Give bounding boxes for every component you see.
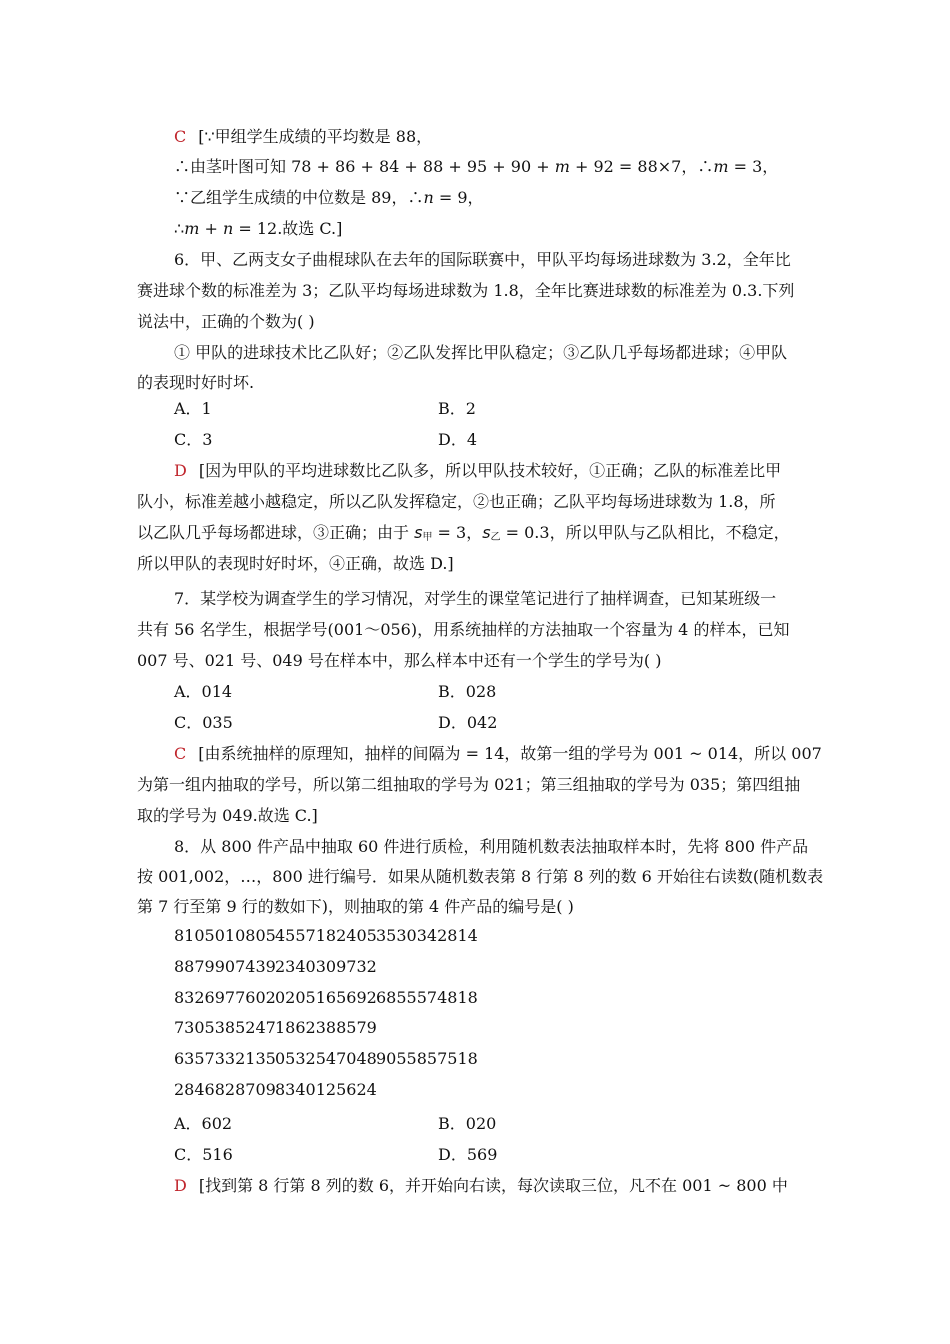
q6-option-d: D．4 <box>438 430 478 449</box>
table-cell: 2846828709 <box>174 1080 276 1099</box>
q5-answer-letter: C <box>174 127 187 146</box>
q8-option-b: B．020 <box>438 1114 497 1133</box>
table-cell: 7305385247 <box>174 1018 276 1037</box>
table-cell: 3530342814 <box>376 926 478 945</box>
table-cell: 1862388579 <box>275 1018 377 1037</box>
q7-stem-line-1: 7．某学校为调查学生的学习情况，对学生的课堂笔记进行了抽样调查，已知某班级一 <box>174 589 777 608</box>
table-cell: 0532547048 <box>275 1049 377 1068</box>
q8-answer-letter: D <box>174 1176 187 1195</box>
q6-stem-line-4: ① 甲队的进球技术比乙队好；②乙队发挥比甲队稳定；③乙队几乎每场都进球；④甲队 <box>174 343 788 362</box>
q7-solution-line-3: 取的学号为 049.故选 C.] <box>137 806 318 825</box>
q6-stem-line-5: 的表现时好时坏. <box>137 373 255 392</box>
q6-solution-line-1: D [因为甲队的平均进球数比乙队多，所以甲队技术较好，①正确；乙队的标准差比甲 <box>174 461 782 480</box>
q6-stem-line-1: 6．甲、乙两支女子曲棍球队在去年的国际联赛中，甲队平均每场进球数为 3.2，全年比 <box>174 250 791 269</box>
q8-option-d: D．569 <box>438 1145 498 1164</box>
q6-stem-line-3: 说法中，正确的个数为( ) <box>137 312 315 331</box>
table-cell: 2340309732 <box>275 957 377 976</box>
table-cell: 8879907439 <box>174 957 276 976</box>
table-cell: 6855574818 <box>376 988 478 1007</box>
q6-option-b: B．2 <box>438 399 476 418</box>
q5-solution-line-2: ∴由茎叶图可知 78 + 86 + 84 + 88 + 95 + 90 + m + 92 = 88×7，∴m = 3， <box>174 157 779 176</box>
q5-solution-line-4: ∴m + n = 12.故选 C.] <box>174 219 343 238</box>
q5-solution-line-3: ∵乙组学生成绩的中位数是 89，∴n = 9， <box>174 188 484 207</box>
q5-solution-line-1: C [∵甲组学生成绩的平均数是 88， <box>174 127 433 146</box>
q6-option-a: A．1 <box>174 399 212 418</box>
q7-option-a: A．014 <box>174 682 233 701</box>
q6-solution-line-4: 所以甲队的表现时好时坏，④正确，故选 D.] <box>137 554 454 573</box>
q8-solution-line-1: D [找到第 8 行第 8 列的数 6，并开始向右读，每次读取三位，凡不在 001 ~ 800 中 <box>174 1176 788 1195</box>
q7-stem-line-2: 共有 56 名学生，根据学号(001～056)，用系统抽样的方法抽取一个容量为 4 的样本，已知 <box>137 620 790 639</box>
q8-stem-line-2: 按 001,002，…，800 进行编号．如果从随机数表第 8 行第 8 列的数 6 开始往右读数(随机数表 <box>137 867 824 886</box>
q7-solution-line-2: 为第一组内抽取的学号，所以第二组抽取的学号为 021；第三组抽取的学号为 035；第四组抽 <box>137 775 801 794</box>
q8-stem-line-3: 第 7 行至第 9 行的数如下)，则抽取的第 4 件产品的编号是( ) <box>137 897 574 916</box>
q6-solution-line-2: 队小，标准差越小越稳定，所以乙队发挥稳定，②也正确；乙队平均每场进球数为 1.8，所 <box>137 492 776 511</box>
q6-option-c: C．3 <box>174 430 213 449</box>
table-cell: 8326977602 <box>174 988 276 1007</box>
table-cell: 6357332135 <box>174 1049 276 1068</box>
q8-option-a: A．602 <box>174 1114 233 1133</box>
table-cell: 0205165692 <box>275 988 377 1007</box>
q8-stem-line-1: 8．从 800 件产品中抽取 60 件进行质检，利用随机数表法抽取样本时，先将 800 件产品 <box>174 837 809 856</box>
q7-answer-letter: C <box>174 744 187 763</box>
q6-stem-line-2: 赛进球个数的标准差为 3；乙队平均每场进球数为 1.8，全年比赛进球数的标准差为 0.3.下列 <box>137 281 795 300</box>
q7-option-b: B．028 <box>438 682 497 701</box>
q7-option-c: C．035 <box>174 713 233 732</box>
q6-answer-letter: D <box>174 461 187 480</box>
table-cell: 8340125624 <box>275 1080 377 1099</box>
table-cell: 9055857518 <box>376 1049 478 1068</box>
q7-option-d: D．042 <box>438 713 498 732</box>
table-cell: 8105010805 <box>174 926 276 945</box>
q7-solution-line-1: C [由系统抽样的原理知，抽样的间隔为 = 14，故第一组的学号为 001 ~ 014，所以 007 <box>174 744 822 763</box>
q7-stem-line-3: 007 号、021 号、049 号在样本中，那么样本中还有一个学生的学号为( ) <box>137 651 662 670</box>
table-cell: 4557182405 <box>275 926 377 945</box>
q6-solution-line-3: 以乙队几乎每场都进球，③正确；由于 $s_甲 = 3$，$s_乙 = 0.3$，所以甲队与乙队相比，不稳定， <box>137 523 790 543</box>
q8-option-c: C．516 <box>174 1145 233 1164</box>
